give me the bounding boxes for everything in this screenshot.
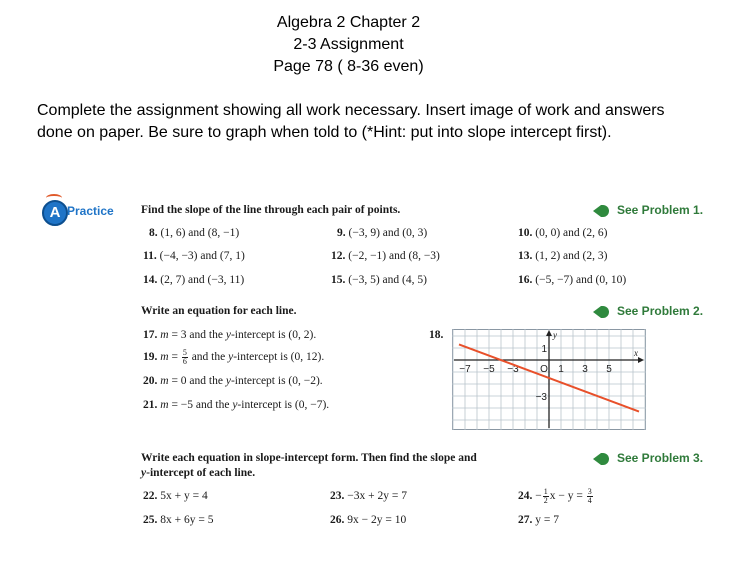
section2-heading: Write an equation for each line. [141,305,297,317]
problem-23: 23. −3x + 2y = 7 [330,490,407,502]
see-problem-arrow-icon [593,205,601,217]
problem-21: 21. m = −5 and the y-intercept is (0, −7). [143,399,330,411]
see-problem-3-link[interactable] [593,451,703,465]
problem-18-graph [452,329,646,430]
header-title: Algebra 2 Chapter 2 [276,14,421,31]
problem-14: 14. (2, 7) and (−3, 11) [143,274,245,286]
problem-15: 15. (−3, 5) and (4, 5) [331,274,427,286]
problem-19: 19. m = $\frac{5}{6}$ and the y-intercept is (0, 12). [143,348,325,366]
see-problem-1-link[interactable] [593,203,703,217]
header-page-range: Page 78 ( 8-36 even) [273,58,424,75]
problem-22: 22. 5x + y = 4 [143,490,208,502]
see-problem-arrow-icon [593,306,601,318]
see-problem-1-label: See Problem 1. [617,203,704,217]
problem-8: 8. (1, 6) and (8, −1) [149,227,240,239]
problem-9: 9. (−3, 9) and (0, 3) [337,227,428,239]
see-problem-3-label: See Problem 3. [617,451,704,465]
problem-26: 26. 9x − 2y = 10 [330,514,407,526]
instructions-text: Complete the assignment showing all work necessary. Insert image of work and answers done on paper. Be sure to graph when told to (*Hint: put into slope intercept first). [37,102,665,141]
graph-x-tick-label: 1 [558,364,564,375]
graph-y-tick-label: 1 [541,344,547,355]
problem-18-number: 18. [429,329,444,341]
graph-x-tick-label: 3 [582,364,588,375]
badge-label: Practice [67,204,114,218]
section1-heading: Find the slope of the line through each pair of points. [141,204,401,216]
see-problem-arrow-icon [593,453,601,465]
graph-x-tick-label: −3 [507,364,519,375]
worksheet-image [40,192,720,532]
section3-heading-line2: y-intercept of each line. [141,467,256,479]
graph-x-tick-label: −7 [459,364,471,375]
graph-y-label: y [553,330,557,340]
problem-11: 11. (−4, −3) and (7, 1) [143,250,245,262]
header-subtitle: 2-3 Assignment [293,36,404,53]
problem-12: 12. (−2, −1) and (8, −3) [331,250,440,262]
assignment-header [0,12,697,78]
problem-10: 10. (0, 0) and (2, 6) [518,227,608,239]
problem-17: 17. m = 3 and the y-intercept is (0, 2). [143,329,317,341]
problem-25: 25. 8x + 6y = 5 [143,514,214,526]
problem-27: 27. y = 7 [518,514,559,526]
graph-x-label: x [634,348,638,358]
graph-x-tick-label: 5 [606,364,612,375]
problem-24: 24. − $\frac{1}{2}$ x − y = $\frac{3}{4}$ [518,487,592,505]
see-problem-2-link[interactable] [593,304,703,318]
graph-x-tick-label: −5 [483,364,495,375]
graph-y-tick-label: −3 [535,392,547,403]
problem-16: 16. (−5, −7) and (0, 10) [518,274,627,286]
section3-heading-line1: Write each equation in slope-intercept form. Then find the slope and [141,452,477,464]
practice-badge [40,194,114,230]
problem-20: 20. m = 0 and the y-intercept is (0, −2). [143,375,323,387]
see-problem-2-label: See Problem 2. [617,304,704,318]
badge-letter: A [42,200,68,226]
graph-x-tick-label: O [540,364,548,375]
problem-13: 13. (1, 2) and (2, 3) [518,250,608,262]
